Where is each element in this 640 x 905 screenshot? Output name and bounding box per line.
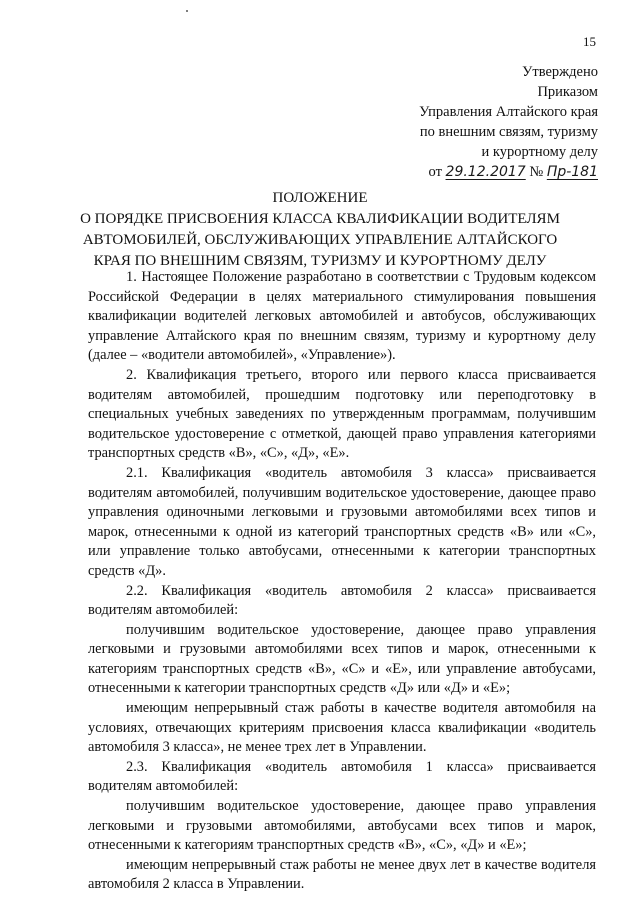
- approval-date-line: [419, 162, 598, 182]
- approval-block: [419, 62, 598, 182]
- document-body: [88, 268, 596, 895]
- paragraph-2-2: 2.2. Квалификация «водитель автомобиля 2 класса» присваивается водителям автомобилей:: [88, 582, 596, 619]
- title-line: АВТОМОБИЛЕЙ, ОБСЛУЖИВАЮЩИХ УПРАВЛЕНИЕ АЛТАЙСКОГО: [82, 232, 558, 248]
- handwritten-date: 29.12.2017: [445, 164, 526, 180]
- paragraph-2-1: 2.1. Квалификация «водитель автомобиля 3 класса» присваивается водителям автомобилей, получившим водительское удостоверение, дающее право управления одиночными легковыми и грузовыми автомобилями всех типов и марок, отнесенными к одной из категорий транспортных средств «В» или «С», или управление только автобусами, отнесенными к категории транспортных средств «Д».: [88, 464, 596, 579]
- date-prefix: от: [428, 164, 442, 180]
- approval-line: Приказом: [537, 84, 598, 100]
- page-number: 15: [583, 34, 596, 49]
- title-line: О ПОРЯДКЕ ПРИСВОЕНИЯ КЛАССА КВАЛИФИКАЦИИ ВОДИТЕЛЯМ: [80, 211, 560, 227]
- title-line: ПОЛОЖЕНИЕ: [272, 190, 368, 206]
- paragraph-2-3-experience: имеющим непрерывный стаж работы не менее двух лет в качестве водителя автомобиля 2 класса в Управлении.: [88, 856, 596, 893]
- approval-line: Управления Алтайского края: [419, 104, 598, 120]
- document-title: [40, 188, 600, 272]
- number-prefix: №: [529, 164, 544, 180]
- paragraph-2-3-license: получившим водительское удостоверение, дающее право управления легковыми и грузовыми автомобилями, автобусами всех типов и марок, отнесенными к категориям транспортных средств «В», «С», «Д» и «Е»;: [88, 798, 596, 854]
- approval-line: Утверждено: [522, 64, 598, 80]
- paragraph-1: 1. Настоящее Положение разработано в соответствии с Трудовым кодексом Российской Федерации в целях материального стимулирования повышения квалификации водителей легковых автомобилей и автобусов, обслуживающих управление Алтайского края по внешним связям, туризму и курортному делу (далее – «водители автомобилей», «Управление»).: [88, 269, 596, 364]
- handwritten-order-number: Пр-181: [546, 164, 598, 180]
- paragraph-2-2-experience: имеющим непрерывный стаж работы в качестве водителя автомобиля на условиях, отвечающих критериям присвоения класса квалификации «водитель автомобиля 3 класса», не менее трех лет в Управлении.: [88, 700, 596, 756]
- approval-line: по внешним связям, туризму: [419, 124, 598, 140]
- paragraph-2-2-license: получившим водительское удостоверение, дающее право управления легковыми и грузовыми автомобилями всех типов и марок, отнесенными к категориям транспортных средств «В», «С» и «Е», или управление автобусами, отнесенными к категории транспортных средств «Д» или «Д» и «Е»;: [88, 621, 596, 697]
- approval-line: и курортному делу: [481, 144, 598, 160]
- paragraph-2: 2. Квалификация третьего, второго или первого класса присваивается водителям автомобилей, прошедшим подготовку или переподготовку в специальных учебных заведениях по утвержденным программам, получившим водительское удостоверение с отметкой, дающей право управления категориями транспортных средств «В», «С», «Д», «Е».: [88, 366, 596, 462]
- title-line: КРАЯ ПО ВНЕШНИМ СВЯЗЯМ, ТУРИЗМУ И КУРОРТНОМУ ДЕЛУ: [93, 253, 547, 269]
- scan-speck: [186, 10, 188, 12]
- paragraph-2-3: 2.3. Квалификация «водитель автомобиля 1 класса» присваивается водителям автомобилей:: [88, 758, 596, 795]
